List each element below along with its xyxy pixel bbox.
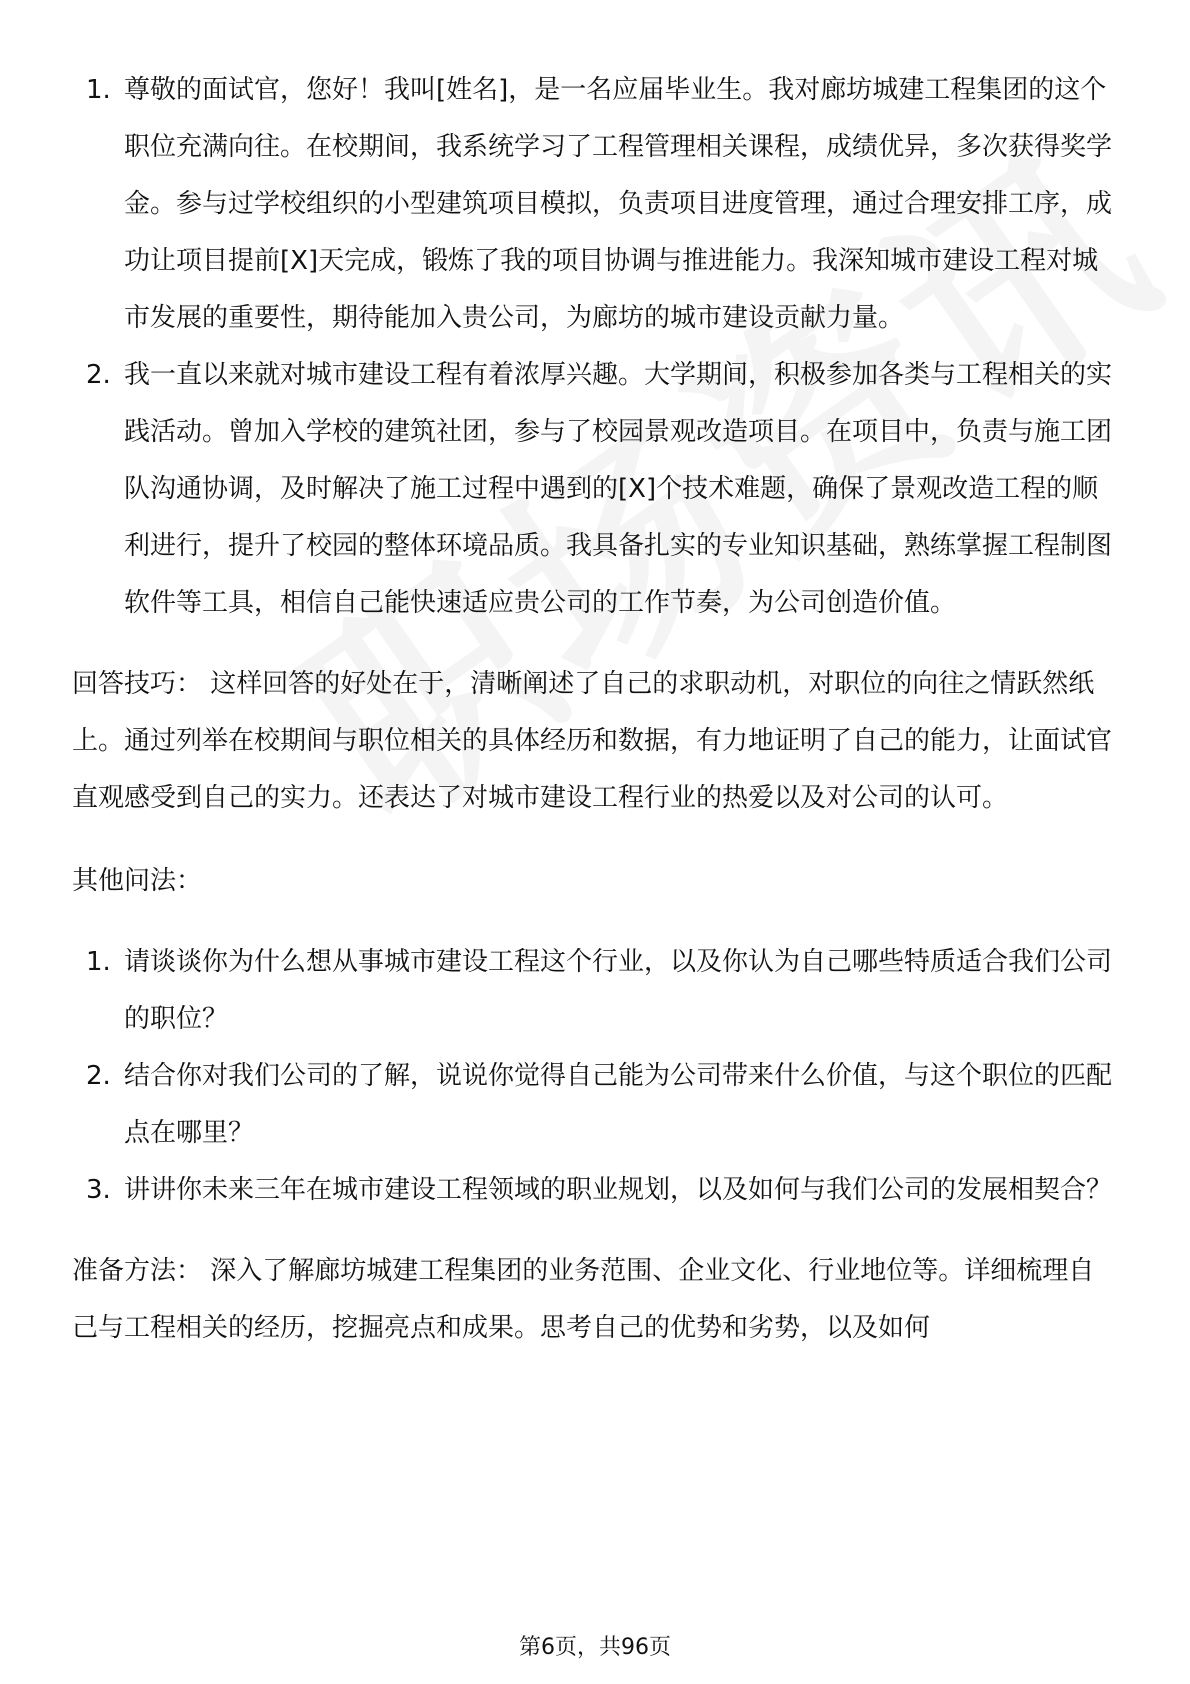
page-content [72, 62, 1118, 1357]
answer-list [72, 62, 1118, 632]
other-questions-list [72, 934, 1118, 1219]
answer-item [72, 347, 1118, 632]
other-questions-heading: 其他问法： [72, 866, 203, 896]
question-item [72, 934, 1118, 1048]
answer-tips: 回答技巧： 这样回答的好处在于，清晰阐述了自己的求职动机，对职位的向往之情跃然纸上。通过列举在校期间与职位相关的具体经历和数据，有力地证明了自己的能力，让面试官直观感受到自己的实力。还表达了对城市建设工程行业的热爱以及对公司的认可。 [72, 669, 1113, 813]
answer-text: 我一直以来就对城市建设工程有着浓厚兴趣。大学期间，积极参加各类与工程相关的实践活动。曾加入学校的建筑社团，参与了校园景观改造项目。在项目中，负责与施工团队沟通协调，及时解决了施工过程中遇到的[X]个技术难题，确保了景观改造工程的顺利进行，提升了校园的整体环境品质。我具备扎实的专业知识基础，熟练掌握工程制图软件等工具，相信自己能快速适应贵公司的工作节奏，为公司创造价值。 [124, 360, 1113, 618]
preparation-method: 准备方法： 深入了解廊坊城建工程集团的业务范围、企业文化、行业地位等。详细梳理自己与工程相关的经历，挖掘亮点和成果。思考自己的优势和劣势，以及如何 [72, 1256, 1095, 1343]
list-number: 1. [86, 947, 111, 977]
question-item [72, 1048, 1118, 1162]
list-number: 2. [86, 1061, 111, 1091]
answer-item [72, 62, 1118, 347]
page-number: 第6页，共96页 [519, 1635, 671, 1660]
question-text: 请谈谈你为什么想从事城市建设工程这个行业，以及你认为自己哪些特质适合我们公司的职位？ [124, 947, 1113, 1034]
question-text: 结合你对我们公司的了解，说说你觉得自己能为公司带来什么价值，与这个职位的匹配点在哪里？ [124, 1061, 1113, 1148]
question-item [72, 1162, 1118, 1219]
list-number: 3. [86, 1175, 111, 1205]
list-number: 1. [86, 75, 111, 105]
question-text: 讲讲你未来三年在城市建设工程领域的职业规划，以及如何与我们公司的发展相契合？ [124, 1175, 1113, 1205]
answer-text: 尊敬的面试官，您好！我叫[姓名]，是一名应届毕业生。我对廊坊城建工程集团的这个职位充满向往。在校期间，我系统学习了工程管理相关课程，成绩优异，多次获得奖学金。参与过学校组织的小型建筑项目模拟，负责项目进度管理，通过合理安排工序，成功让项目提前[X]天完成，锻炼了我的项目协调与推进能力。我深知城市建设工程对城市发展的重要性，期待能加入贵公司，为廊坊的城市建设贡献力量。 [124, 75, 1113, 333]
list-number: 2. [86, 360, 111, 390]
